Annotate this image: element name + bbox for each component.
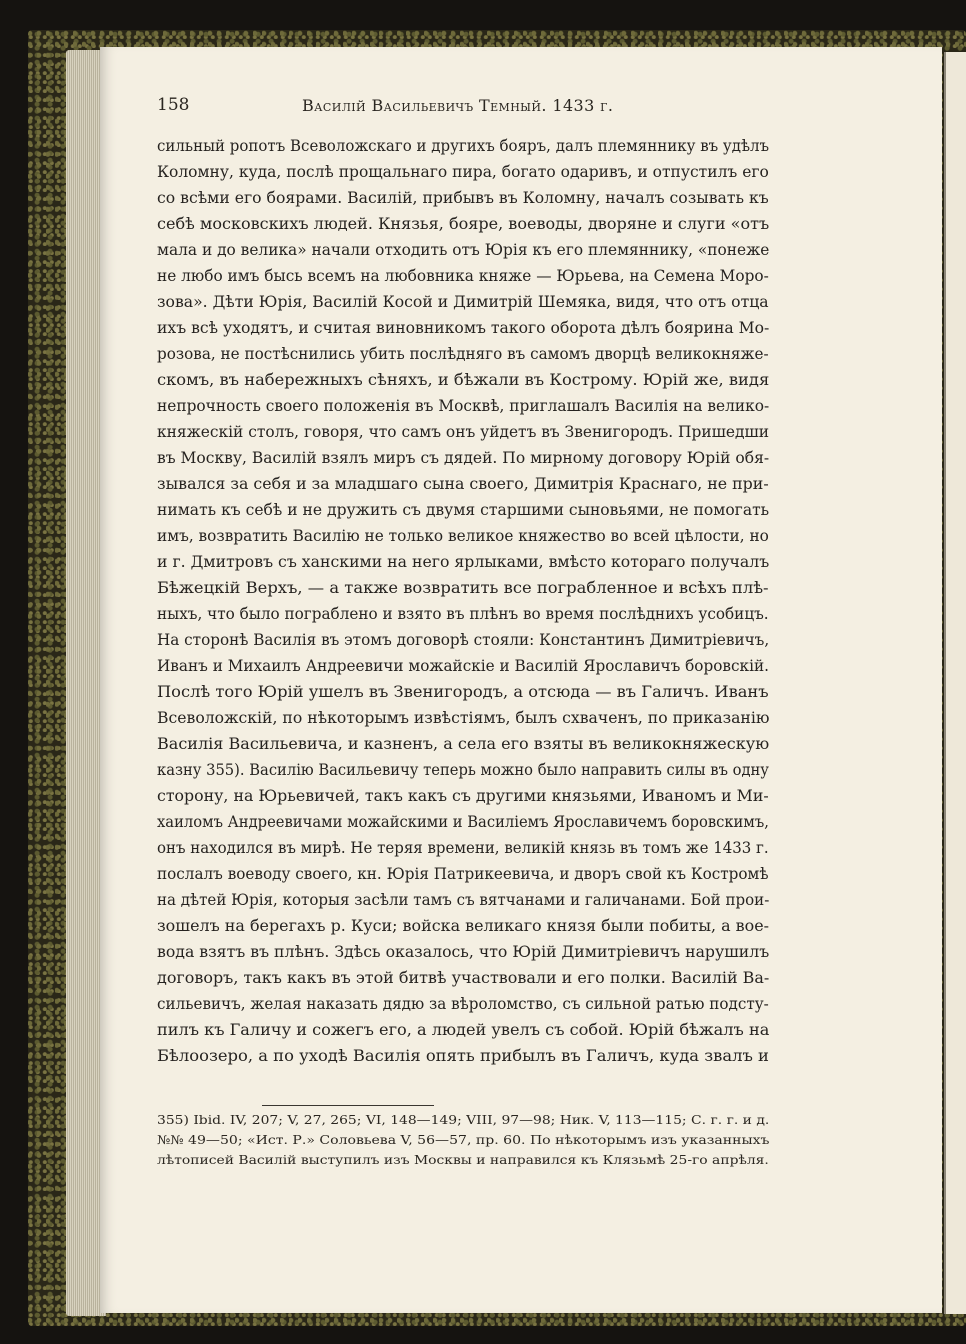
text-line: не любо имъ бысь всемъ на любовника княже — Юрьева, на Семена Моро- [157, 266, 769, 285]
footnote-line: 355) Ibid. IV, 207; V, 27, 265; VI, 148—149; VIII, 97—98; Ник. V, 113—115; С. г. г. и д. [157, 1113, 770, 1127]
text-line: розова, не постѣснились убить послѣдняго въ самомъ дворцѣ великокняже- [157, 344, 769, 363]
text-line: казну 355). Василію Васильевичу теперь можно было направить силы въ одну [157, 760, 769, 779]
text-line: онъ находился въ мирѣ. Не теряя времени, великій князь въ томъ же 1433 г. [157, 838, 769, 857]
text-line: Бѣжецкій Верхъ, — а также возвратить все пограбленное и всѣхъ плѣ- [157, 578, 769, 597]
text-line: пилъ къ Галичу и сожегъ его, а людей увелъ съ собой. Юрій бѣжалъ на [157, 1020, 770, 1039]
facing-page-edge [944, 52, 966, 1314]
footnote-line: лѣтописей Василій выступилъ изъ Москвы и направился къ Клязьмѣ 25-го апрѣля. [157, 1153, 769, 1167]
page-header [157, 95, 769, 119]
text-line: себѣ московскихъ людей. Князья, бояре, воеводы, дворяне и слуги «отъ [157, 214, 770, 233]
text-line: скомъ, въ набережныхъ сѣняхъ, и бѣжали въ Кострому. Юрій же, видя [157, 370, 770, 389]
text-line: На сторонѣ Василія въ этомъ договорѣ стояли: Константинъ Димитріевичъ, [157, 630, 770, 649]
text-line: со всѣми его боярами. Василій, прибывъ въ Коломну, началъ созывать къ [157, 188, 769, 207]
text-line: нимать къ себѣ и не дружить съ двумя старшими сыновьями, не помогать [157, 500, 770, 519]
text-line: зошелъ на берегахъ р. Куси; войска великаго князя были побиты, а вое- [157, 916, 770, 935]
text-line: хаиломъ Андреевичами можайскими и Василіемъ Ярославичемъ боровскимъ, [157, 812, 769, 831]
text-line: сильный ропотъ Всеволожскаго и другихъ бояръ, далъ племяннику въ удѣлъ [157, 136, 770, 155]
text-line: въ Москву, Василій взялъ миръ съ дядей. По мирному договору Юрій обя- [157, 448, 770, 467]
running-title: Василій Васильевичъ Темный. 1433 г. [302, 96, 614, 115]
text-line: договоръ, такъ какъ въ этой битвѣ участвовали и его полки. Василій Ва- [157, 968, 770, 987]
text-line: зывался за себя и за младшаго сына своего, Димитрія Краснаго, не при- [157, 474, 769, 493]
text-line: и г. Дмитровъ съ ханскими на него ярлыками, вмѣсто котораго получалъ [157, 552, 770, 571]
text-line: Василія Васильевича, и казненъ, а села его взяты въ великокняжескую [157, 734, 770, 753]
footnote-divider [262, 1105, 434, 1106]
page-number: 158 [157, 95, 190, 115]
text-line: ныхъ, что было пограблено и взято въ плѣнъ во время послѣднихъ усобицъ. [157, 604, 769, 623]
text-line: Коломну, куда, послѣ прощальнаго пира, богато одаривъ, и отпустилъ его [157, 162, 769, 181]
text-line: зова». Дѣти Юрія, Василій Косой и Димитрій Шемяка, видя, что отъ отца [157, 292, 769, 311]
text-line: имъ, возвратить Василію не только великое княжество во всей цѣлости, но [157, 526, 769, 545]
text-line: вода взятъ въ плѣнъ. Здѣсь оказалось, что Юрій Димитріевичъ нарушилъ [157, 942, 770, 961]
text-line: ихъ всѣ уходятъ, и считая виновникомъ такого оборота дѣлъ боярина Мо- [157, 318, 770, 337]
text-line: мала и до велика» начали отходить отъ Юрія къ его племяннику, «понеже [157, 240, 770, 259]
text-line: Бѣлоозеро, а по уходѣ Василія опять прибылъ въ Галичъ, куда звалъ и [157, 1046, 769, 1065]
text-line: Иванъ и Михаилъ Андреевичи можайскіе и Василій Ярославичъ боровскій. [157, 656, 769, 675]
text-line: на дѣтей Юрія, которыя засѣли тамъ съ вятчанами и галичанами. Бой прои- [157, 890, 770, 909]
text-line: непрочность своего положенія въ Москвѣ, приглашалъ Василія на велико- [157, 396, 770, 415]
text-line: Послѣ того Юрій ушелъ въ Звенигородъ, а отсюда — въ Галичъ. Иванъ [157, 682, 769, 701]
footnote-line: №№ 49—50; «Ист. Р.» Соловьева V, 56—57, пр. 60. По нѣкоторымъ изъ указанныхъ [157, 1133, 770, 1147]
text-line: княжескій столъ, говоря, что самъ онъ уйдетъ въ Звенигородъ. Пришедши [157, 422, 770, 441]
text-line: сильевичъ, желая наказать дядю за вѣроломство, съ сильной ратью подсту- [157, 994, 769, 1013]
text-line: сторону, на Юрьевичей, такъ какъ съ другими князьями, Иваномъ и Ми- [157, 786, 769, 805]
text-line: послалъ воеводу своего, кн. Юрія Патрикеевича, и дворъ свой къ Костромѣ [157, 864, 769, 883]
text-line: Всеволожскій, по нѣкоторымъ извѣстіямъ, былъ схваченъ, по приказанію [157, 708, 770, 727]
